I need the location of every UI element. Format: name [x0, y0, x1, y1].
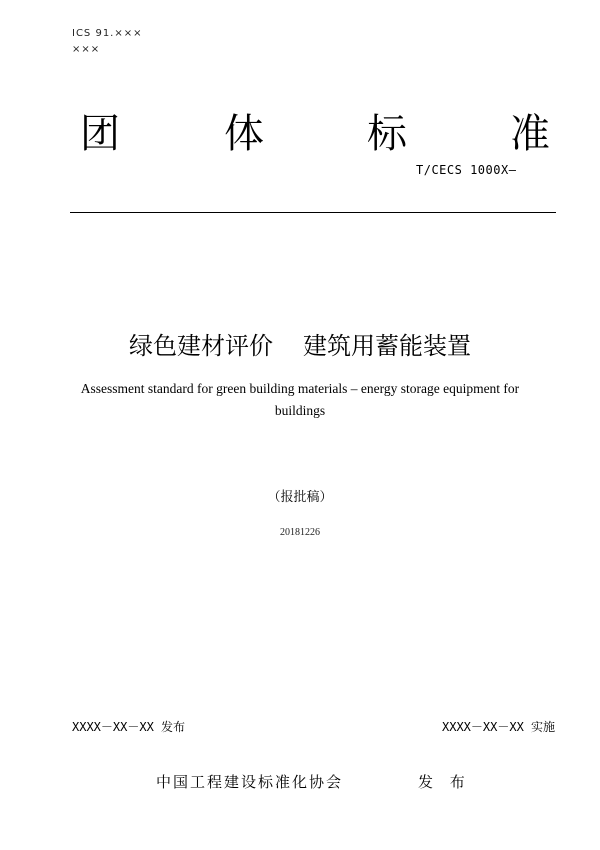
- standard-type-char-4: 准: [510, 111, 550, 157]
- standard-type-char-3: 标: [367, 111, 407, 157]
- title-chinese: [0, 326, 600, 361]
- title-chinese-part2: 建筑用蓄能装置: [303, 332, 471, 360]
- issue-date: XXXX－XX－XX 发布: [72, 720, 186, 734]
- publish-label: 发 布: [418, 773, 471, 791]
- draft-status: （报批稿）: [267, 490, 333, 505]
- standard-number: T/CECS 1000X—: [416, 163, 517, 177]
- standard-type-char-2: 体: [224, 111, 264, 157]
- ccs-code: ×××: [72, 44, 101, 55]
- title-chinese-part1: 绿色建材评价: [129, 332, 273, 360]
- header-divider: [70, 212, 556, 213]
- standard-type-char-1: 团: [80, 111, 120, 157]
- ics-code: ICS 91.×××: [72, 28, 143, 39]
- publishing-organization: 中国工程建设标准化协会: [156, 773, 344, 791]
- draft-date: 20181226: [280, 527, 320, 538]
- title-english: Assessment standard for green building materials – energy storage equipment for buildings: [80, 381, 520, 418]
- implementation-date: XXXX－XX－XX 实施: [442, 720, 556, 734]
